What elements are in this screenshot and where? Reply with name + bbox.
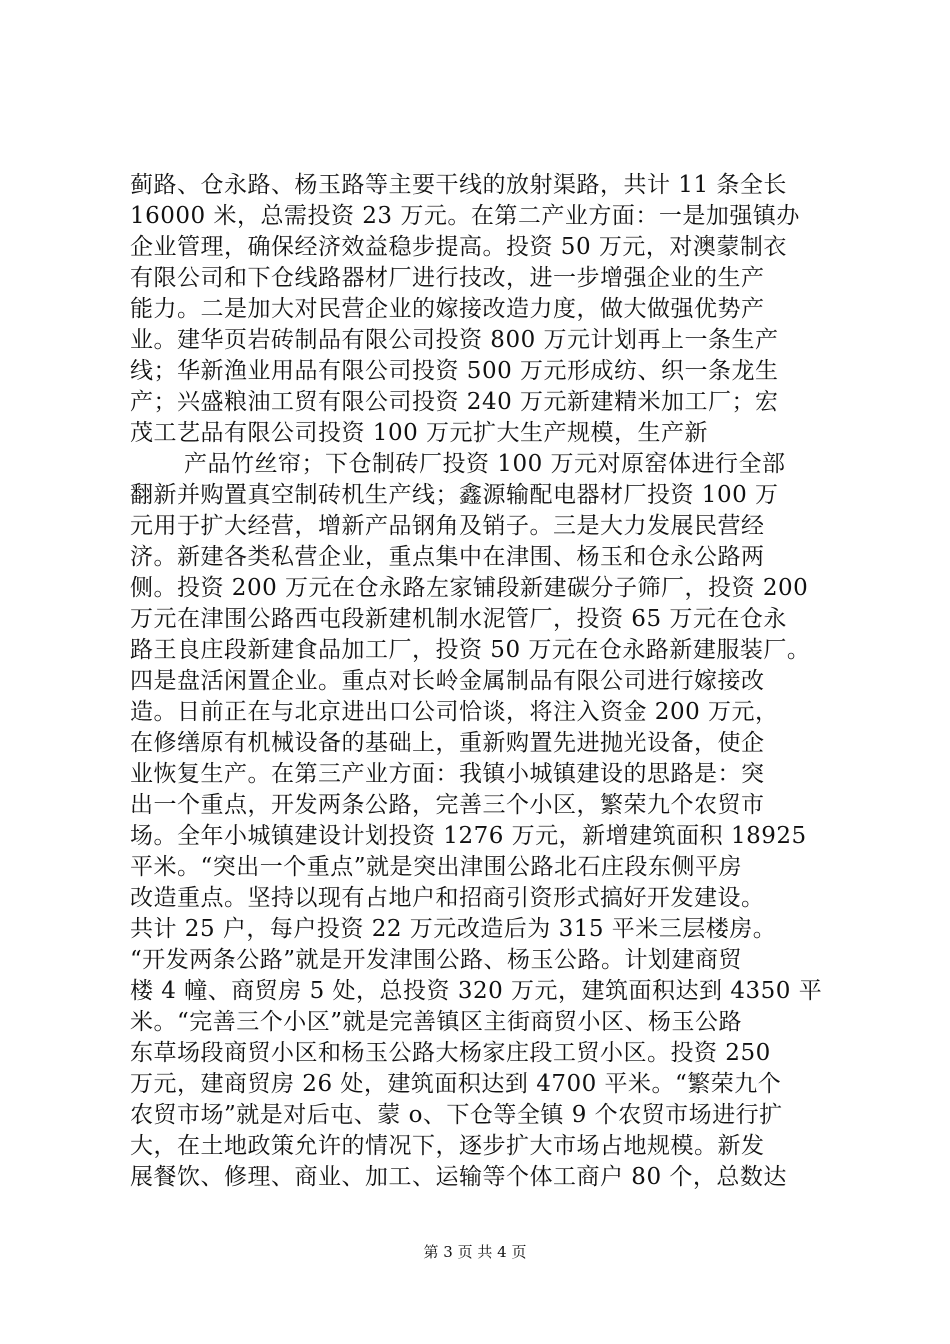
text-line: 路王良庄段新建食品加工厂，投资 50 万元在仓永路新建服装厂。 [130, 637, 811, 663]
text-line: 翻新并购置真空制砖机生产线；鑫源输配电器材厂投资 100 万 [130, 482, 779, 508]
text-line: 有限公司和下仓线路器材厂进行技改，进一步增强企业的生产 [130, 265, 765, 291]
text-line: “开发两条公路”就是开发津围公路、杨玉公路。计划建商贸 [130, 947, 743, 973]
text-line: 茂工艺品有限公司投资 100 万元扩大生产规模，生产新 [130, 420, 709, 446]
text-line: 济。新建各类私营企业，重点集中在津围、杨玉和仓永公路两 [130, 544, 765, 570]
text-line: 造。日前正在与北京进出口公司恰谈，将注入资金 200 万元， [130, 699, 779, 725]
body-text [130, 170, 835, 1193]
page-number-footer: 第 3 页 共 4 页 [423, 1243, 527, 1261]
text-line: 共计 25 户，每户投资 22 万元改造后为 315 平米三层楼房。 [130, 916, 777, 942]
text-line: 平米。“突出一个重点”就是突出津围公路北石庄段东侧平房 [130, 854, 743, 880]
text-line: 产；兴盛粮油工贸有限公司投资 240 万元新建精米加工厂；宏 [130, 389, 779, 415]
text-line: 出一个重点，开发两条公路，完善三个小区，繁荣九个农贸市 [130, 792, 765, 818]
text-line: 蓟路、仓永路、杨玉路等主要干线的放射渠路，共计 11 条全长 [130, 172, 787, 198]
text-line: 能力。二是加大对民营企业的嫁接改造力度，做大做强优势产 [130, 296, 765, 322]
text-line: 展餐饮、修理、商业、加工、运输等个体工商户 80 个，总数达 [130, 1164, 787, 1190]
text-line: 万元，建商贸房 26 处，建筑面积达到 4700 平米。“繁荣九个 [130, 1071, 782, 1097]
text-line-indented: 产品竹丝帘；下仓制砖厂投资 100 万元对原窑体进行全部 [184, 451, 786, 477]
text-line: 万元在津围公路西屯段新建机制水泥管厂，投资 65 万元在仓永 [130, 606, 787, 632]
text-line: 业。建华页岩砖制品有限公司投资 800 万元计划再上一条生产 [130, 327, 779, 353]
text-line: 大，在土地政策允许的情况下，逐步扩大市场占地规模。新发 [130, 1133, 765, 1159]
text-line: 农贸市场”就是对后屯、蒙 o、下仓等全镇 9 个农贸市场进行扩 [130, 1102, 783, 1128]
text-line: 四是盘活闲置企业。重点对长岭金属制品有限公司进行嫁接改 [130, 668, 765, 694]
text-line: 米。“完善三个小区”就是完善镇区主街商贸小区、杨玉公路 [130, 1009, 743, 1035]
text-line: 在修缮原有机械设备的基础上，重新购置先进抛光设备，使企 [130, 730, 765, 756]
text-line: 场。全年小城镇建设计划投资 1276 万元，新增建筑面积 18925 [130, 823, 807, 849]
text-line: 楼 4 幢、商贸房 5 处，总投资 320 万元，建筑面积达到 4350 平 [130, 978, 823, 1004]
text-line: 线；华新渔业用品有限公司投资 500 万元形成纺、织一条龙生 [130, 358, 779, 384]
text-line: 改造重点。坚持以现有占地户和招商引资形式搞好开发建设。 [130, 885, 765, 911]
text-line: 东草场段商贸小区和杨玉公路大杨家庄段工贸小区。投资 250 [130, 1040, 771, 1066]
text-line: 企业管理，确保经济效益稳步提高。投资 50 万元，对澳蒙制衣 [130, 234, 787, 260]
text-line: 16000 米，总需投资 23 万元。在第二产业方面：一是加强镇办 [130, 203, 800, 229]
text-line: 业恢复生产。在第三产业方面：我镇小城镇建设的思路是：突 [130, 761, 765, 787]
text-line: 元用于扩大经营，增新产品钢角及销子。三是大力发展民营经 [130, 513, 765, 539]
text-line: 侧。投资 200 万元在仓永路左家铺段新建碳分子筛厂，投资 200 [130, 575, 809, 601]
